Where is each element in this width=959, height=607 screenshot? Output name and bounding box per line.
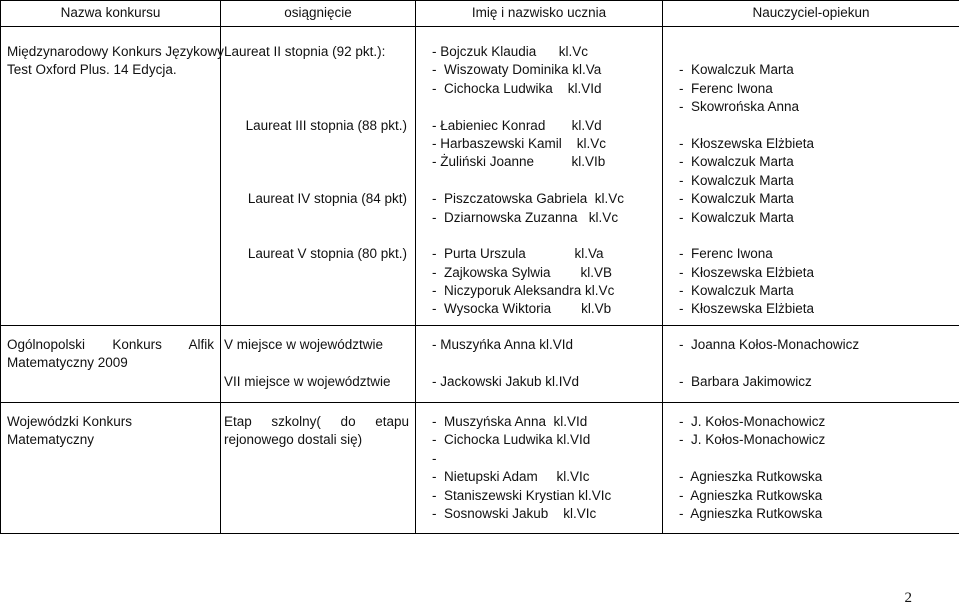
header-teacher: Nauczyciel-opiekun xyxy=(663,1,959,27)
page-number: 2 xyxy=(904,590,912,606)
list-item: - Kowalczuk Marta xyxy=(679,62,794,78)
list-item: - Purta Urszula kl.Va xyxy=(432,246,604,262)
contest-name-cell xyxy=(1,403,221,534)
contest-name-cell xyxy=(1,326,221,403)
list-item: - Staniszewski Krystian kl.VIc xyxy=(432,487,612,503)
contest-name-line: Test Oxford Plus. 14 Edycja. xyxy=(7,62,177,78)
header-achievement: osiągnięcie xyxy=(221,1,416,27)
achievement-cell xyxy=(221,326,416,403)
achievement-text: VII miejsce w województwie xyxy=(224,373,391,389)
teachers-cell xyxy=(663,403,959,534)
header-contest-name: Nazwa konkursu xyxy=(1,1,221,27)
list-item: - Ferenc Iwona xyxy=(679,80,773,96)
list-item: - Agnieszka Rutkowska xyxy=(679,469,823,485)
list-item: - Barbara Jakimowicz xyxy=(679,373,812,389)
list-item: - J. Kołos-Monachowicz xyxy=(679,432,826,448)
list-item: - Kowalczuk Marta xyxy=(679,191,794,207)
list-item: - Kowalczuk Marta xyxy=(679,172,794,188)
list-item: - Harbaszewski Kamil kl.Vc xyxy=(432,135,607,151)
achievement-cell xyxy=(221,403,416,534)
teachers-cell xyxy=(663,326,959,403)
list-item: - xyxy=(432,450,437,466)
list-item: - Kowalczuk Marta xyxy=(679,209,794,225)
list-item: - Muszyńka Anna kl.VId xyxy=(432,337,574,352)
list-item: - Muszyńska Anna kl.VId xyxy=(432,414,588,429)
list-item: - Kowalczuk Marta xyxy=(679,154,794,170)
list-item: - Dziarnowska Zuzanna kl.Vc xyxy=(432,209,619,225)
achievement-cell xyxy=(221,27,416,326)
list-item: - Kłoszewska Elżbieta xyxy=(679,135,815,151)
achievement-text: Etap szkolny( do etapu rejonowego dostali się) xyxy=(224,414,409,448)
list-item: - Niczyporuk Aleksandra kl.Vc xyxy=(432,283,615,299)
list-item: - J. Kołos-Monachowicz xyxy=(679,414,826,429)
contest-name-text: Ogólnopolski Konkurs Alfik Matematyczny 2009 xyxy=(7,337,214,371)
list-item: - Cichocka Ludwika kl.VId xyxy=(432,80,602,96)
list-item: - Bojczuk Klaudia kl.Vc xyxy=(432,44,589,59)
students-cell xyxy=(416,403,663,534)
list-item: - Łabieniec Konrad kl.Vd xyxy=(432,117,602,133)
achievement-text: Laureat III stopnia (88 pkt.) xyxy=(245,117,407,133)
teachers-cell xyxy=(663,27,959,326)
list-item: - Wysocka Wiktoria kl.Vb xyxy=(432,301,612,317)
list-item: - Wiszowaty Dominika kl.Va xyxy=(432,62,602,78)
contest-name-text: Wojewódzki Konkurs Matematyczny xyxy=(7,414,133,448)
header-student-name: Imię i nazwisko ucznia xyxy=(416,1,663,27)
students-cell xyxy=(416,27,663,326)
contest-name-line: Międzynarodowy Konkurs Językowy xyxy=(7,44,224,59)
list-item: - Kłoszewska Elżbieta xyxy=(679,301,815,317)
list-item: - Jackowski Jakub kl.IVd xyxy=(432,373,580,389)
contest-name-cell xyxy=(1,27,224,326)
achievement-text: Laureat II stopnia (92 pkt.): xyxy=(224,44,386,59)
table-row xyxy=(1,326,959,403)
list-item: - Piszczatowska Gabriela kl.Vc xyxy=(432,191,625,207)
list-item: - Ferenc Iwona xyxy=(679,246,773,262)
list-item: - Zajkowska Sylwia kl.VB xyxy=(432,264,613,280)
students-cell xyxy=(416,326,663,403)
list-item: - Nietupski Adam kl.VIc xyxy=(432,469,590,485)
list-item: - Kłoszewska Elżbieta xyxy=(679,264,815,280)
table-row xyxy=(1,27,959,326)
list-item: - Sosnowski Jakub kl.VIc xyxy=(432,505,597,521)
achievement-text: Laureat V stopnia (80 pkt.) xyxy=(247,246,407,262)
table-row xyxy=(1,403,959,534)
achievement-text: V miejsce w województwie xyxy=(224,337,384,352)
list-item: - Joanna Kołos-Monachowicz xyxy=(679,337,860,352)
list-item: - Cichocka Ludwika kl.VId xyxy=(432,432,591,448)
list-item: - Kowalczuk Marta xyxy=(679,283,794,299)
list-item: - Agnieszka Rutkowska xyxy=(679,505,823,521)
list-item: - Skowrońska Anna xyxy=(679,99,800,115)
list-item: - Żuliński Joanne kl.VIb xyxy=(432,154,606,170)
list-item: - Agnieszka Rutkowska xyxy=(679,487,823,503)
header-row xyxy=(1,1,959,27)
achievement-text: Laureat IV stopnia (84 pkt) xyxy=(247,191,407,207)
